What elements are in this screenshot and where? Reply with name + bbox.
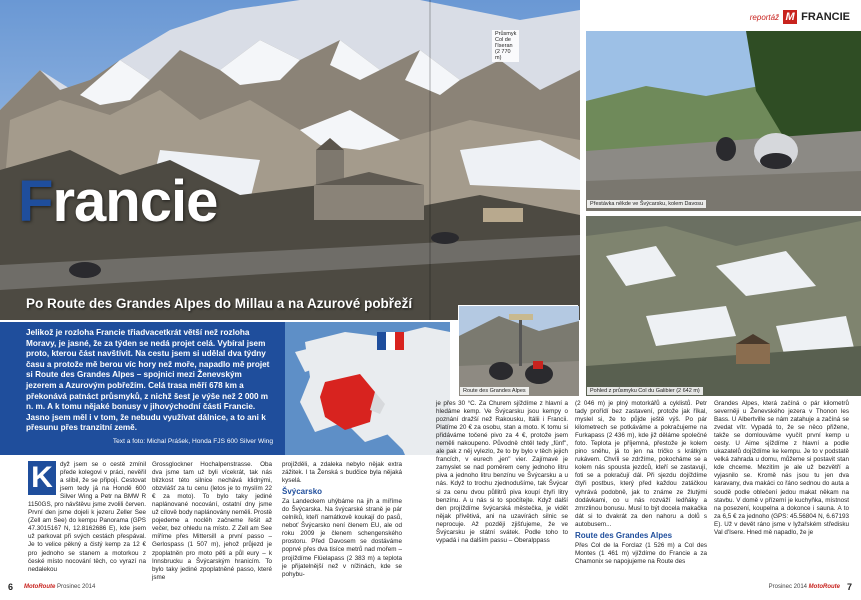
dropcap: K (28, 461, 56, 495)
right-col-1 (436, 400, 568, 547)
intro-credit: Text a foto: Michal Prášek, Honda FJS 600 Silver Wing (112, 437, 273, 445)
right-page-number: 7 (846, 582, 852, 592)
right-col-3 (714, 400, 849, 539)
header-reportaz: reportáž (749, 12, 780, 22)
section-header (750, 10, 850, 24)
right-page (430, 0, 860, 600)
left-col-3 (282, 461, 402, 581)
left-footer (24, 584, 95, 590)
mid-left-photo-caption: Route des Grandes Alpes (460, 387, 529, 395)
right-col-1-text: je přes 30 °C. Za Churem sjíždíme z hlavní a hledáme kemp. Ve Švýcarsku jsou kempy o poznání dražší než Rakousku, Itálii i Francii. Platíme 20 € za osobu, stan a moto. K tomu si přidáváme točené pivo za 4 €, protože jsem neměli nakoupeno. Původně chtěl tedy „fünf", ale pak z něj vylezlo, že to by bylo v těch jejich francích, v eurech „jen" vier. Zajímavé je zamyslet se nad poměrem ceny jednoho litru piva a jednoho litru benzínu ve Švýcarsku a u nás. Když to trochu zjednodušíme, tak Švýcar si za cenu dvou půllitrů piva koupí čtyři litry benzínu. A u nás si to spočítejte. Když další den projíždíme švýcarská městečka, je vidět nějak přívětivá, ani na uzavírách silnic se neprocuje. Až později zjišťujeme, že ve Švýcarsku je státní svátek. Podle toho to vypadá i na dalším passu – Oberalppass (436, 400, 568, 544)
right-footer-date: Prosinec 2014 (768, 584, 807, 590)
left-footer-brand: MotoRoute (24, 584, 56, 590)
title-rest: rancie (52, 169, 218, 234)
right-footer-brand: MotoRoute (808, 584, 840, 590)
right-col-2 (575, 400, 707, 568)
article-title (18, 168, 217, 235)
mid-right-photo-caption: Pohled z průsmyku Col du Galibier (2 642 m) (587, 387, 703, 395)
left-footer-date: Prosinec 2014 (57, 584, 96, 590)
europe-map (285, 322, 450, 455)
hero-photo-caption: Průsmyk Col de l'Iseran (2 770 m) (492, 30, 519, 62)
motoroute-logo-icon: M (783, 10, 797, 24)
section-head-svycarsko: Švýcarsko (282, 487, 323, 497)
section-head-route-des-grandes-alpes: Route des Grandes Alpes (575, 530, 673, 540)
intro-box (0, 322, 285, 455)
title-initial: F (18, 169, 53, 234)
photo-motorcycles-break (585, 30, 860, 210)
left-col-2-text: Grossglockner Hochalpenstrasse. Oba dva jsme tam už byli vícekrát, tak nás blízkost této silnice nechává klidnými, obzvlášť za tu cenu (letos je to myslím 22 € za moto). To bylo taky jediné naplánované nocování, ostatní dny jsme už cílově body naplánovány neměli. Prostě pojedeme a noclěh začneme řešit až večer, bez ohledu na místo. Z Zell am See míříme přes Mittersill a první passo – Gerlospass (1 507 m), jehož průjezd je zpoplatněn pro moto pěti a půl eury – k Innsbrucku a Švýcarským hranicím. To bylo taky jediné zpoplatněné passo, které jsme (152, 461, 272, 581)
intro-text: Jelikož je rozloha Francie třiadvacetkrát větší než rozloha Moravy, je jasné, že za týden se nedá projet celá. Vybíral jsem proto, kterou část navštívit. Na cestu jsem si udělal dva týdny času a protože mě berou víc hory než moře, napadlo mě projet si Route des Grandes Alpes – spojnici mezi Ženevským jezerem a Azurovým pobřežím. Celá trasa měří 678 km a překonává patnáct průsmyků, z nichž šest je výše než 2 000 m n. m. A k tomu nějaké bonusy v jihovýchodní části Francie. Jasno jsem měl i v tom, že nebudu využívat dálnice, a to ani k přesunu přes tranzitní země. (26, 328, 270, 433)
right-col-2-text: (2 046 m) je plný motorkářů a cyklistů. Petr tady prořídí bez zastavení, protože jak říkal, myslel si, že to půjde ještě výš. Po pár kilometrech se potkáváme a pokračujeme na Furkapass (2 436 m), kde již děláme společné foto. Teplota je příjemná, přestože je kolem pino sněhu, já to jen na tričko s krátkým rukávem. Chvíli se zdržíme, pokocháme se a kolem nás spousta jezdců, kteří se zastavují, foti se a pokračují dál. Při sjezdu dojíždíme čtyři postbus, který před každou zatáčkou vyhrává podobně, jak to známe ze žlutými dodávkami, co u nás rozváží ledňáky a zmrzlinou bonusu. Musí to být docela makačka dát si to dvakrát za den nahoru a dolů s autobusem... (575, 400, 707, 528)
right-col-3-text: Grandes Alpes, která začíná o pár kilometrů severněji u Ženevského jezera v Thonon les Bass. U Albertville se nám zatahuje a začíná se zvedat vítr. Vypadá to, že se něco přižene, takže se domlouváme vyučít první kemp u cesty. U Aime sjíždíme z hlavní a podle ukazatelů dojíždíme ke kempu. Je to v podstatě velká zahrada u domu, můžeme si postavit stan kde chceme. Mezitím je ale už bezvětří a vyjasnilo se. Kromě nás jsou tu jen dva karavany, dva makáci co řáno sednou do auta a soudě podle oblečení jedou makat někam na stavbu. V domě v přízemí je kuchyňka, místnost na posezení, koupelna a dokonce i sauna. A to za 6,5 € za jednoho (GPS: 45.56804 N, 6.67193 E). Už v devět ráno jsme v lyžařském středisku Val d'Isere. Hned mě napadlo, že je (714, 400, 849, 536)
left-col-3-text: projížděli, a zdaleka nebylo nějak extra zážitek. I ta Ženská s budčice byla nějaká kyselá. (282, 461, 402, 485)
left-col-1-text: dyž jsem se o cestě zmínil přede kolegovi v práci, nevěřil a slíbil, že se připojí. Cestovat jsem tedy já na Hondě 600 Silver Wing a Petr na BMW R 1150GS, pro návštěvu jsme zvolili červen. První den jsme dojeli k jezeru Zeller See (Zell am See) do kempu Panorama (GPS 47.3015167 N, 12.8162686 E), kde jsem už parkovat při svých cestách přespával. Je to velice pěkný a čistý kemp za 12 € pro jednoho se stanem a motorkou z české místo nocování těch, co vyrazí na nedalekou (28, 461, 146, 573)
left-page-number: 6 (8, 582, 14, 592)
photo-route-signpost (458, 305, 578, 395)
right-col-2b-text: Přes Col de la Forclaz (1 526 m) a Col des Montes (1 461 m) vjíždíme do Francie a za Chamonix se napojujeme na Route des (575, 541, 707, 565)
top-photo-caption: Přestávka někde ve Švýcarsku, kolem Davosu (587, 200, 706, 208)
header-country: FRANCIE (801, 11, 850, 23)
article-subtitle: Po Route des Grandes Alpes do Millau a na Azurové pobřeží (26, 296, 413, 311)
right-footer (769, 584, 840, 590)
photo-col-du-galibier (585, 215, 860, 395)
left-col-2 (152, 461, 272, 584)
left-col-1 (28, 461, 146, 574)
left-col-3b-text: Za Landeckem uhýbáme na jih a míříme do Švýcarska. Na švýcarské straně je pár celníků, kteří namátkově koukají do pasů, neboť Švýcarsko není členem EU, ale od roku 2009 je členem schengenského prostoru. Před Davosem se dostáváme poprvé přes dva tisíce metrů nad mořem – projíždíme Flüelapass (2 383 m) a teplota je přijatelnější než v nížinách, kde se pohybu- (282, 498, 402, 578)
